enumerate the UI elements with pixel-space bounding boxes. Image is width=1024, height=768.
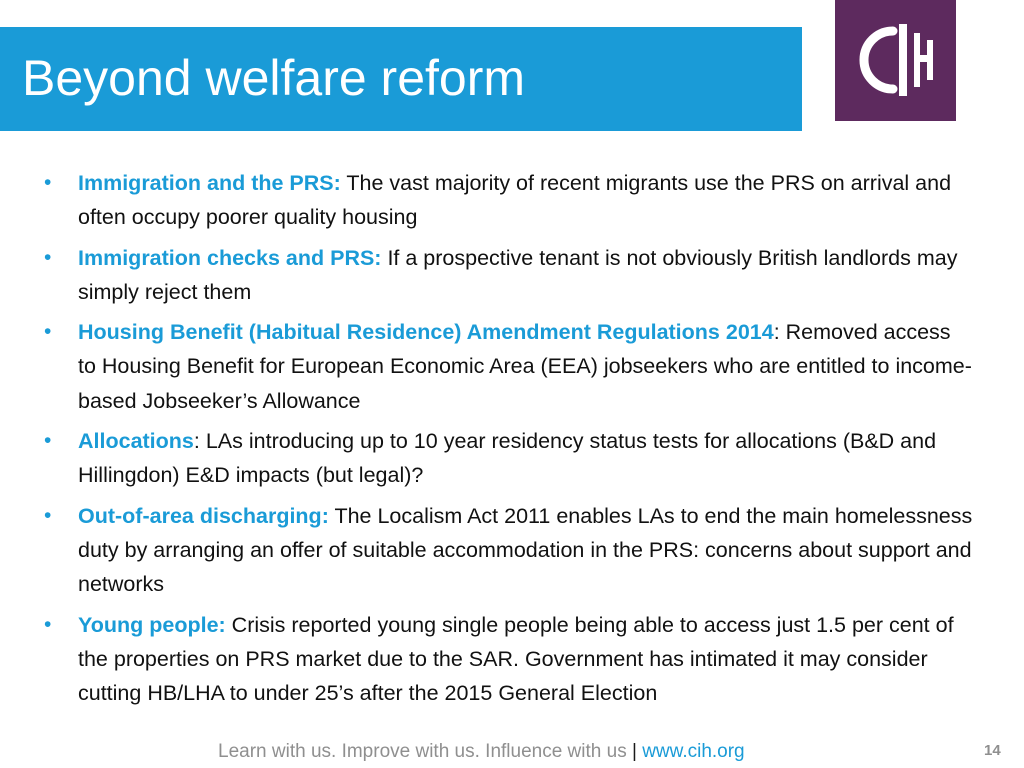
bullet-heading: Housing Benefit (Habitual Residence) Amendment Regulations 2014 [78, 320, 774, 345]
cih-logo [835, 0, 956, 121]
bullet-icon: • [44, 320, 52, 344]
bullet-icon: • [44, 429, 52, 453]
bullet-item-out-of-area [44, 499, 974, 602]
bullet-item-immigration-prs [44, 166, 974, 235]
bullet-heading: Allocations [78, 429, 194, 454]
website-link[interactable]: www.cih.org [636, 741, 745, 762]
bullet-heading: Immigration and the PRS: [78, 171, 341, 195]
bullet-text: : LAs introducing up to 10 year residency status tests for allocations (B&D and Hillingdon) E&D impacts (but legal)? [78, 429, 937, 488]
bullet-text: The Localism Act 2011 enables LAs to end the main homelessness duty by arranging an offer of suitable accommodation in the PRS: concerns about support and networks [78, 503, 973, 597]
bullet-icon: • [44, 171, 52, 194]
bullet-list [44, 166, 974, 716]
bullet-heading: Young people: [78, 612, 226, 637]
footer [0, 738, 1024, 768]
footer-tagline [218, 738, 745, 766]
slide-title: Beyond welfare reform [22, 50, 526, 106]
bullet-heading: Out-of-area discharging: [78, 503, 329, 528]
footer-tagline-text: Learn with us. Improve with us. Influence with us [218, 741, 632, 762]
bullet-item-housing-benefit-regulations [44, 315, 974, 418]
page-number: 14 [984, 742, 1001, 759]
bullet-text: If a prospective tenant is not obviously British landlords may simply reject them [78, 245, 958, 304]
bullet-text: Crisis reported young single people being able to access just 1.5 per cent of the properties on PRS market due to the SAR. Government has intimated it may consider cutting HB/LHA to under 25’s after the 2015 General Election [78, 612, 954, 706]
bullet-item-immigration-checks [44, 241, 974, 310]
bullet-heading: Immigration checks and PRS: [78, 245, 382, 270]
bullet-text: The vast majority of recent migrants use the PRS on arrival and often occupy poorer quality housing [78, 171, 952, 230]
footer-separator: | [631, 741, 637, 762]
bullet-text: : Removed access to Housing Benefit for European Economic Area (EEA) jobseekers who are entitled to income-based Jobseeker’s Allowance [78, 320, 972, 413]
bullet-icon: • [44, 503, 52, 527]
bullet-item-allocations [44, 424, 974, 493]
cih-logo-mark [835, 0, 956, 121]
bullet-icon: • [44, 612, 52, 636]
bullet-icon: • [44, 245, 52, 269]
bullet-item-young-people [44, 608, 974, 711]
